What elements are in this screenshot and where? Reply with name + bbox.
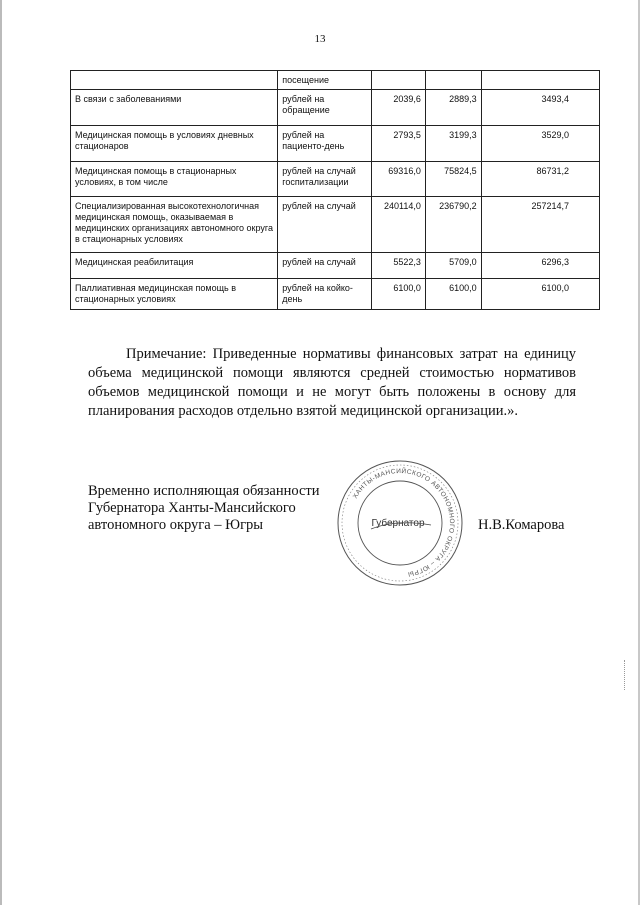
table-cell-value: 69316,0 <box>371 162 425 197</box>
table-cell-value: 3199,3 <box>425 126 481 162</box>
scan-artifact <box>624 660 626 690</box>
table-cell-unit: рублей на койко-день <box>278 279 372 310</box>
table-row <box>71 253 600 279</box>
table-cell-unit: рублей на случай <box>278 197 372 253</box>
table-cell-value: 6296,3 <box>481 253 599 279</box>
table-cell-value: 257214,7 <box>481 197 599 253</box>
stamp-center-text: Губернатор <box>371 518 425 529</box>
table-cell-value: 75824,5 <box>425 162 481 197</box>
stamp-ring-text: ХАНТЫ-МАНСИЙСКОГО АВТОНОМНОГО ОКРУГА – ЮГРЫ <box>351 467 456 578</box>
table-cell-value: 2039,6 <box>371 90 425 126</box>
table-cell-value <box>481 71 599 90</box>
table-cell-name: В связи с заболеваниями <box>71 90 278 126</box>
table-cell-value <box>371 71 425 90</box>
table-cell-value: 5709,0 <box>425 253 481 279</box>
table-row <box>71 279 600 310</box>
signatory-position <box>88 483 320 534</box>
table-cell-value: 3529,0 <box>481 126 599 162</box>
table-cell-value: 2889,3 <box>425 90 481 126</box>
table-cell-name: Медицинская реабилитация <box>71 253 278 279</box>
table-cell-unit: рублей на пациенто-день <box>278 126 372 162</box>
table-cell-name <box>71 71 278 90</box>
table-cell-value <box>425 71 481 90</box>
table-cell-value: 6100,0 <box>481 279 599 310</box>
table-cell-value: 2793,5 <box>371 126 425 162</box>
table-row <box>71 162 600 197</box>
signatory-line: Губернатора Ханты-Мансийского <box>88 500 296 516</box>
table-cell-unit: рублей на случай <box>278 253 372 279</box>
table-cell-name: Медицинская помощь в стационарных условиях, в том числе <box>71 162 278 197</box>
signatory-line: автономного округа – Югры <box>88 517 264 533</box>
table-cell-value: 5522,3 <box>371 253 425 279</box>
note-paragraph: Примечание: Приведенные нормативы финансовых затрат на единицу объема медицинской помощи являются средней стоимостью нормативов объемов медицинской помощи и не могут быть положены в основу для планирования расходов отдельно взятой медицинской организации.». <box>88 346 576 419</box>
scan-edge-left <box>0 0 2 905</box>
table-cell-value: 6100,0 <box>425 279 481 310</box>
table-cell-value: 3493,4 <box>481 90 599 126</box>
table-cell-name: Паллиативная медицинская помощь в стационарных условиях <box>71 279 278 310</box>
table-cell-unit: рублей на обращение <box>278 90 372 126</box>
table-row <box>71 90 600 126</box>
table-cell-unit: рублей на случай госпитализации <box>278 162 372 197</box>
signer-name: Н.В.Комарова <box>478 517 565 533</box>
official-stamp <box>336 459 464 587</box>
table-cell-name: Медицинская помощь в условиях дневных стационаров <box>71 126 278 162</box>
signatory-line: Временно исполняющая обязанности <box>88 483 320 499</box>
table-row <box>71 197 600 253</box>
table-row <box>71 126 600 162</box>
table-cell-name: Специализированная высокотехнологичная медицинская помощь, оказываемая в медицинских организациях автономного округа в стационарных условиях <box>71 197 278 253</box>
table-row <box>71 71 600 90</box>
table-cell-value: 236790,2 <box>425 197 481 253</box>
table-cell-value: 6100,0 <box>371 279 425 310</box>
table-cell-unit: посещение <box>278 71 372 90</box>
table-cell-value: 240114,0 <box>371 197 425 253</box>
financial-norms-table <box>70 70 600 310</box>
page-number: 13 <box>314 33 326 45</box>
table-cell-value: 86731,2 <box>481 162 599 197</box>
